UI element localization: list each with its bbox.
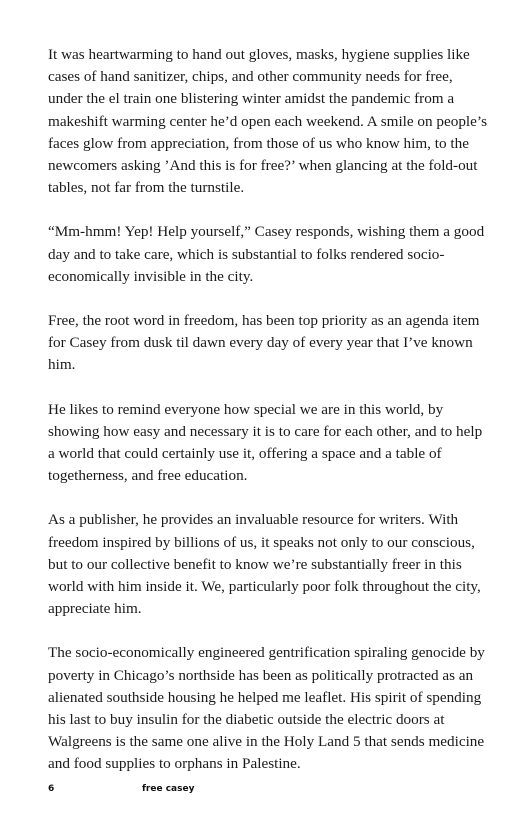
paragraph-5: As a publisher, he provides an invaluable resource for writers. With freedom inspired by billions of us, it speaks not only to our conscious, but to our collective benefit to know we’re substantially freer in this world with him inside it. We, particularly poor folk throughout the city, appreciate him. [48, 511, 481, 618]
page-footer [48, 784, 488, 798]
body-text [48, 44, 488, 798]
paragraph-4: He likes to remind everyone how special we are in this world, by showing how easy and necessary it is to care for each other, and to help a world that could certainly use it, offering a space and a table of togetherness, and free education. [48, 400, 483, 485]
paragraph-3: Free, the root word in freedom, has been top priority as an agenda item for Casey from dusk til dawn every day of every year that I’ve known him. [48, 312, 480, 374]
paragraph-6: The socio-economically engineered gentrification spiraling genocide by poverty in Chicago’s northside has been as politically protracted as an alienated southside housing he helped me leaflet. His spirit of spending his last to buy insulin for the diabetic outside the electric doors at Walgreens is the same one alive in the Holy Land 5 that sends medicine and food supplies to orphans in Palestine. [48, 644, 485, 773]
paragraph-2: “Mm-hmm! Yep! Help yourself,” Casey responds, wishing them a good day and to take care, which is substantial to folks rendered socio-economically invisible in the city. [48, 223, 485, 285]
page-number: 6 [48, 784, 55, 794]
running-title: free casey [142, 784, 195, 794]
paragraph-1: It was heartwarming to hand out gloves, masks, hygiene supplies like cases of hand sanitizer, chips, and other community needs for free, under the el train one blistering winter amidst the pandemic from a makeshift warming center he’d open each weekend. A smile on people’s faces glow from appreciation, from those of us who know him, to the newcomers asking ’And this is for free?’ when glancing at the fold-out tables, not far from the turnstile. [48, 46, 488, 197]
